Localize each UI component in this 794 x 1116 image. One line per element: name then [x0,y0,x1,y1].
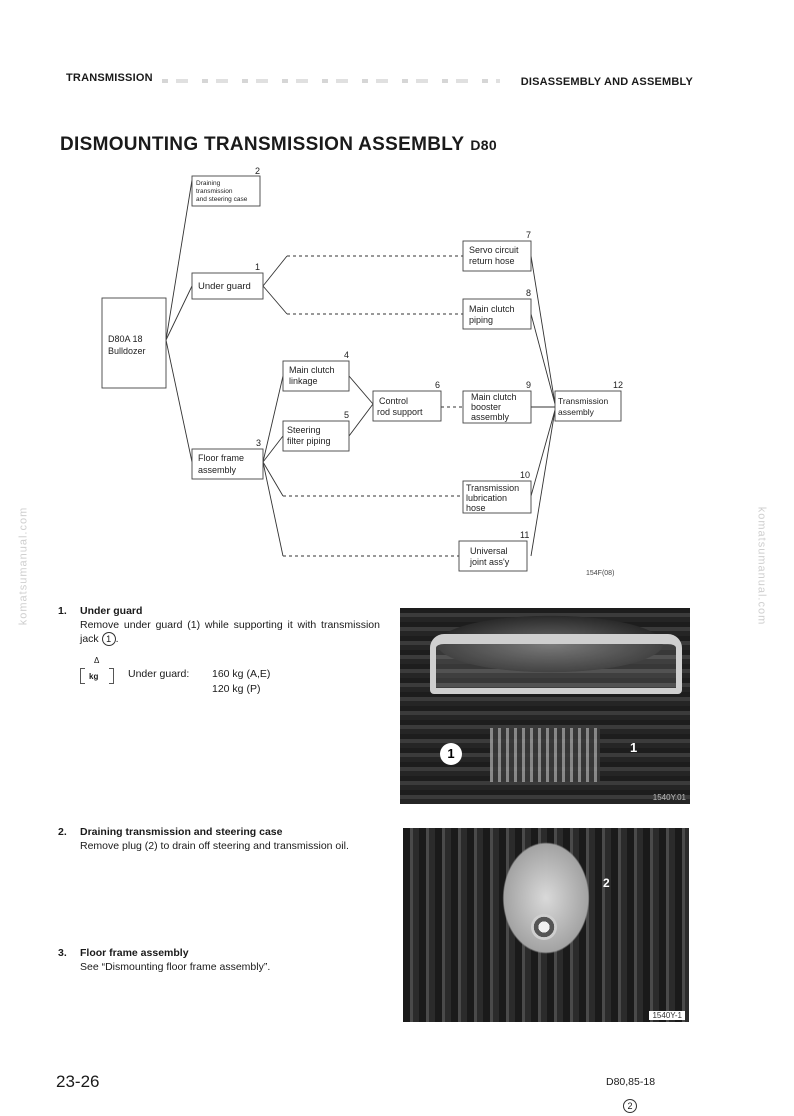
section-subheader: DISASSEMBLY AND ASSEMBLY [520,76,693,88]
label-booster-1: Main clutch [471,392,517,402]
num-control-rod: 6 [435,380,441,390]
label-lubrication-1: Transmission [466,483,520,493]
step-1-text: Remove under guard (1) while supporting it with transmission jack [80,619,380,645]
revision-mark [623,1096,637,1114]
watermark-right: komatsumanual.com [755,506,768,626]
num-servo: 7 [526,230,532,240]
label-universal-1: Universal [470,546,508,556]
label-draining-1: Draining [196,180,221,187]
label-control-rod-2: rod support [377,407,423,417]
label-floor-frame-1: Floor frame [198,453,245,463]
label-bulldozer-2: Bulldozer [108,346,146,356]
label-piping-2: piping [469,315,494,325]
photo1-label: 1 [630,740,638,755]
num-floor-frame: 3 [256,438,262,448]
page-title-model: D80 [470,137,497,153]
step-3-number: 3. [58,947,67,959]
step-1-circled-ref: 1 [102,632,116,646]
step-2-body: Remove plug (2) to drain off steering and transmission oil. [80,840,349,852]
weight-icon-bracket-left [80,668,85,684]
page-number: 23-26 [56,1072,100,1091]
label-linkage-1: Main clutch [289,365,335,375]
step-1-number: 1. [58,605,67,617]
step-1-body: Remove under guard (1) while supporting it with transmission jack 1 . [80,619,380,645]
watermark-left: komatsumanual.com [17,506,30,626]
photo2-caption: 1540Y-1 [649,1011,685,1020]
photo-drain-plug-shape [531,914,557,940]
label-booster-3: assembly [471,412,510,422]
photo-jack-shape [490,728,600,782]
num-transmission: 12 [613,380,624,390]
num-universal: 11 [520,530,530,540]
flow-boxes [102,176,624,571]
weight-value-ae: 160 kg (A,E) [212,668,271,680]
label-filter-2: filter piping [287,436,331,446]
num-filter: 5 [344,410,350,420]
photo-under-guard [400,608,690,804]
label-transmission-2: assembly [558,407,594,417]
step-3-heading: Floor frame assembly [80,947,189,959]
step-2-number: 2. [58,826,67,838]
label-control-rod-1: Control [379,396,409,406]
weight-label: Under guard: [128,668,190,680]
num-piping: 8 [526,288,532,298]
footer-model: D80,85-18 [606,1076,656,1088]
label-floor-frame-2: assembly [198,465,237,475]
revision-number: 2 [623,1099,637,1113]
weight-icon-kg: kg [89,672,99,681]
step-1-heading: Under guard [80,605,143,617]
num-lubrication: 10 [520,470,531,480]
label-transmission-1: Transmission [558,396,609,406]
photo1-label-circled: 1 [440,743,462,765]
flow-numbers [255,166,623,540]
label-under-guard: Under guard [198,281,251,292]
num-linkage: 4 [344,350,350,360]
weight-icon-bracket-right [109,668,114,684]
label-booster-2: booster [471,402,502,412]
label-draining-2: transmission [196,188,233,195]
label-draining-3: and steering case [196,196,248,203]
photo-drain-plug [403,828,689,1022]
photo-under-guard-shape [430,634,682,694]
flow-labels [108,180,608,567]
num-draining: 2 [255,166,261,176]
label-servo-2: return hose [469,256,515,266]
photo2-label: 2 [603,876,610,890]
num-under-guard: 1 [255,262,261,272]
label-universal-2: joint ass'y [470,557,510,567]
label-linkage-2: linkage [289,376,318,386]
step-3-body: See “Dismounting floor frame assembly”. [80,961,271,973]
label-servo-1: Servo circuit [469,245,519,255]
num-booster: 9 [526,380,532,390]
label-lubrication-3: hose [466,503,486,513]
figure-id: 154F(08) [586,570,615,577]
weight-value-p: 120 kg (P) [212,683,261,695]
photo1-caption: 1540Y.01 [652,793,686,802]
label-bulldozer-1: D80A 18 [108,334,143,344]
weight-icon [80,656,114,686]
label-piping-1: Main clutch [469,304,515,314]
label-lubrication-2: lubrication [466,493,508,503]
warning-icon: Δ [94,656,100,665]
label-filter-1: Steering [287,425,321,435]
section-header: TRANSMISSION [66,72,153,84]
step-2-heading: Draining transmission and steering case [80,826,283,838]
page-title-text: DISMOUNTING TRANSMISSION ASSEMBLY [60,134,465,155]
